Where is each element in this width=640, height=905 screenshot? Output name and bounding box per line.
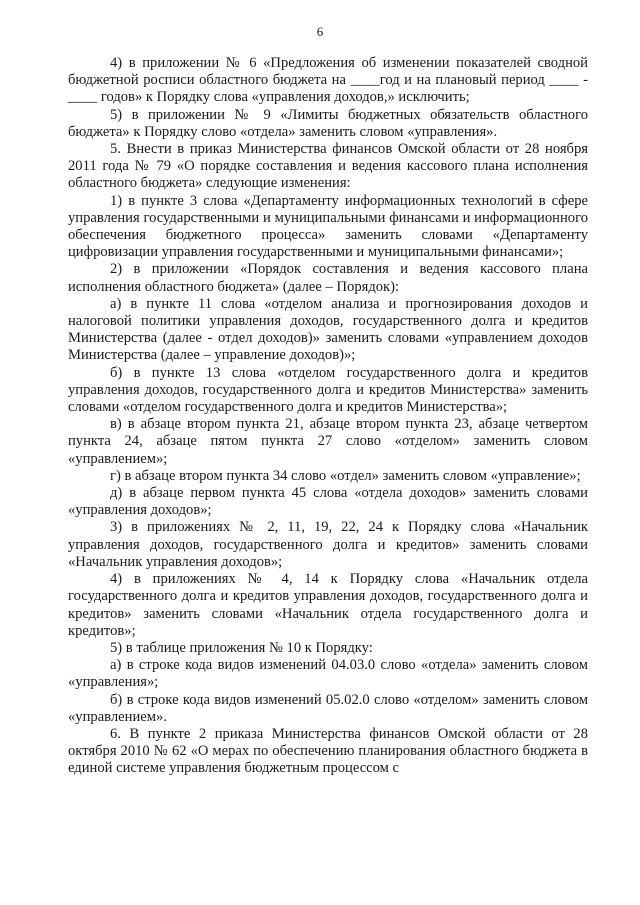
paragraph: 5) в таблице приложения № 10 к Порядку: [110, 639, 373, 656]
paragraph: в) в абзаце втором пункта 21, абзаце втором пункта 23, абзаце четвертом пункта 24, абзаце пятом пункта 27 слово «отделом» заменить словом «управлением»; [68, 416, 588, 467]
paragraph: 4) в приложениях № 4, 14 к Порядку слова «Начальник отдела государственного долга и кредитов управления доходов, государственного долга и кредитов» заменить словами «Начальник отдела государственного долга и кредитов»; [68, 571, 588, 639]
paragraph: д) в абзаце первом пункта 45 слова «отдела доходов» заменить словами «управления доходов»; [68, 485, 588, 519]
paragraph: 5. Внести в приказ Министерства финансов Омской области от 28 ноября 2011 года № 79 «О порядке составления и ведения кассового плана исполнения областного бюджета» следующие изменения: [68, 141, 588, 192]
paragraph: 5) в приложении № 9 «Лимиты бюджетных обязательств областного бюджета» к Порядку слово «отдела» заменить словом «управления». [68, 106, 588, 140]
paragraph: 6. В пункте 2 приказа Министерства финансов Омской области от 28 октября 2010 № 62 «О мерах по обеспечению планирования областного бюджета в единой системе управления бюджетным процессом с [68, 725, 588, 777]
paragraph: а) в пункте 11 слова «отделом анализа и прогнозирования доходов и налоговой политики управления доходов, государственного долга и кредитов Министерства (далее - отдел доходов)» заменить словами «управлением доходов Министерства (далее – управление доходов)»; [68, 295, 588, 364]
paragraph: б) в строке кода видов изменений 05.02.0 слово «отделом» заменить словом «управлением». [68, 691, 588, 725]
page-number: 6 [316, 24, 324, 39]
paragraph: а) в строке кода видов изменений 04.03.0 слово «отдела» заменить словом «управления»; [68, 657, 588, 691]
paragraph: 3) в приложениях № 2, 11, 19, 22, 24 к Порядку слова «Начальник управления доходов, государственного долга и кредитов» заменить словами «Начальник управления доходов»; [68, 519, 588, 570]
paragraph: 2) в приложении «Порядок составления и ведения кассового плана исполнения областного бюджета» (далее – Порядок): [68, 261, 588, 295]
document-body [68, 55, 588, 778]
paragraph: г) в абзаце втором пункта 34 слово «отдел» заменить словом «управление»; [110, 467, 581, 484]
paragraph: 4) в приложении № 6 «Предложения об изменении показателей сводной бюджетной росписи областного бюджета на ____год и на плановый период ____ - ____ годов» к Порядку слова «управления доходов,» исключить; [68, 55, 588, 106]
paragraph: б) в пункте 13 слова «отделом государственного долга и кредитов управления доходов, государственного долга и кредитов Министерства» заменить словами «отделом государственного долга и кредитов Министерства»; [68, 364, 588, 416]
paragraph: 1) в пункте 3 слова «Департаменту информационных технологий в сфере управления государственными и муниципальными финансами и информационного обеспечения бюджетного процесса» заменить словами «Департаменту цифровизации управления государственными и муниципальными финансами»; [68, 192, 588, 261]
